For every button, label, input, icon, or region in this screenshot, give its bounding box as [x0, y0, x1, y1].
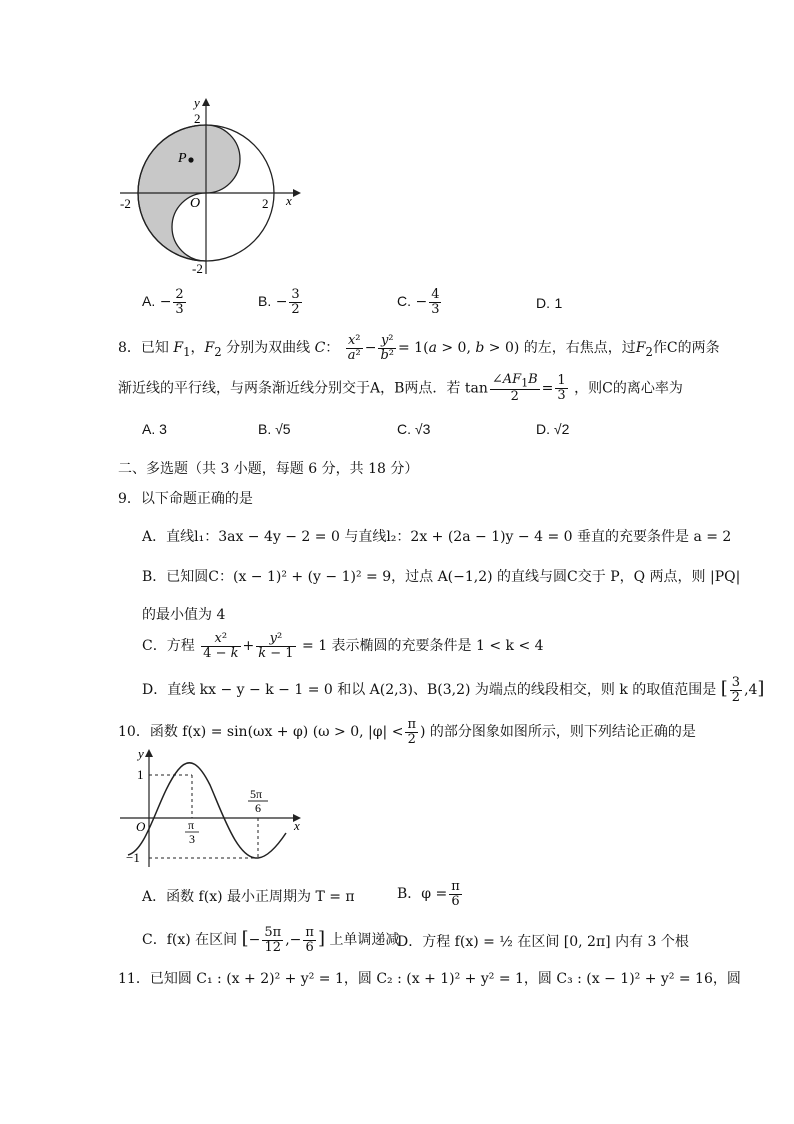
- q8-option-b[interactable]: B. √5: [258, 421, 291, 437]
- y-axis-label: y: [138, 746, 144, 761]
- y-axis-label: y: [194, 95, 200, 110]
- q7-option-a[interactable]: A. − $\frac{2}{3}$: [142, 287, 184, 317]
- q10-option-d[interactable]: D．方程 f(x) = ½ 在区间 [0, 2π] 内有 3 个根: [397, 934, 689, 950]
- q9-option-b-cont: 的最小值为 4: [142, 607, 226, 623]
- tick-x-left: -2: [120, 196, 131, 211]
- sine-curve: [128, 763, 286, 858]
- section2-title: 二、多选题（共 3 小题，每题 6 分，共 18 分）: [118, 461, 419, 477]
- q9-option-a[interactable]: A．直线l₁：3ax − 4y − 2 = 0 与直线l₂：2x + (2a − 1)y − 4 = 0 垂直的充要条件是 a = 2: [142, 529, 732, 545]
- x-axis-arrow: [293, 189, 301, 197]
- q9-option-b[interactable]: B．已知圆C：(x − 1)² + (y − 1)² = 9，过点 A(−1,2) 的直线与圆C交于 P，Q 两点，则 |PQ|: [142, 569, 741, 585]
- tick-neg1: −1: [126, 850, 140, 865]
- q9-stem: 9．以下命题正确的是: [118, 491, 253, 507]
- figure-sine-graph: [118, 745, 308, 870]
- q8-line1: 8．已知 $F_1$，$F_2$ 分别为双曲线 C： $\frac{\text{x²}}{\text{a²}}$ − $\frac{\text{y²}}{\text{b²}}$ = 1(a > 0, b > 0) 的左，右焦点，过$F_2$作C的两条: [118, 333, 720, 363]
- point-p-dot: [188, 157, 193, 162]
- q7-option-b[interactable]: B. − $\frac{3}{2}$: [258, 287, 300, 317]
- point-p-label: P: [178, 151, 187, 166]
- tick-1: 1: [137, 767, 144, 782]
- origin-label: O: [190, 196, 201, 211]
- q8-option-d[interactable]: D. √2: [536, 421, 570, 437]
- tick-5pi6-num: 5π: [250, 787, 263, 801]
- q9-option-d[interactable]: D．直线 kx − y − k − 1 = 0 和以 A(2,3)、B(3,2) 为端点的线段相交，则 k 的取值范围是 [ $\frac{3}{2}$ ,4]: [142, 675, 765, 705]
- q7-option-d[interactable]: D. 1: [536, 295, 563, 311]
- x-axis-label: x: [294, 818, 300, 833]
- q8-option-c[interactable]: C. √3: [397, 421, 431, 437]
- tick-5pi6-den: 6: [255, 801, 261, 815]
- tick-y-top: 2: [194, 111, 201, 126]
- q7-option-c[interactable]: C. − $\frac{4}{3}$: [397, 287, 440, 317]
- q10-stem: 10．函数 f(x) = sin(ωx + φ) (ω > 0, |φ| < $\frac{\pi}{2}$ ) 的部分图象如图所示，则下列结论正确的是: [118, 717, 696, 747]
- tick-x-right: 2: [262, 196, 269, 211]
- q11-stem: 11．已知圆 C₁ : (x + 2)² + y² = 1，圆 C₂ : (x + 1)² + y² = 1，圆 C₃ : (x − 1)² + y² = 16，圆: [118, 971, 741, 987]
- q10-option-a[interactable]: A．函数 f(x) 最小正周期为 T = π: [142, 889, 355, 905]
- tick-pi3-num: π: [188, 818, 195, 832]
- q10-option-b[interactable]: B．φ = $\frac{\pi}{6}$: [397, 879, 460, 909]
- q8-option-a[interactable]: A. 3: [142, 421, 167, 437]
- x-axis-label: x: [286, 193, 292, 208]
- tick-y-bottom: -2: [192, 261, 203, 276]
- y-axis-arrow: [202, 98, 210, 106]
- tick-pi3-den: 3: [189, 832, 195, 846]
- figure-circle-diagram: [110, 92, 310, 282]
- q10-option-c[interactable]: C．f(x) 在区间 [− $\frac{5\pi}{12}$ ,− $\frac{\pi}{6}$ ] 上单调递减: [142, 925, 400, 955]
- origin-label: O: [136, 819, 146, 834]
- q8-line2: 渐近线的平行线，与两条渐近线分别交于A，B两点．若 tan $\frac{\angle AF_1B}{2}$ = $\frac{1}{3}$ ，则C的离心率为: [118, 372, 683, 404]
- q9-option-c[interactable]: C．方程 $\frac{\text{x²}}{4 - k}$ + $\frac{\text{y²}}{k - 1}$ = 1 表示椭圆的充要条件是 1 < k < 4: [142, 631, 544, 661]
- y-axis-arrow: [145, 749, 153, 757]
